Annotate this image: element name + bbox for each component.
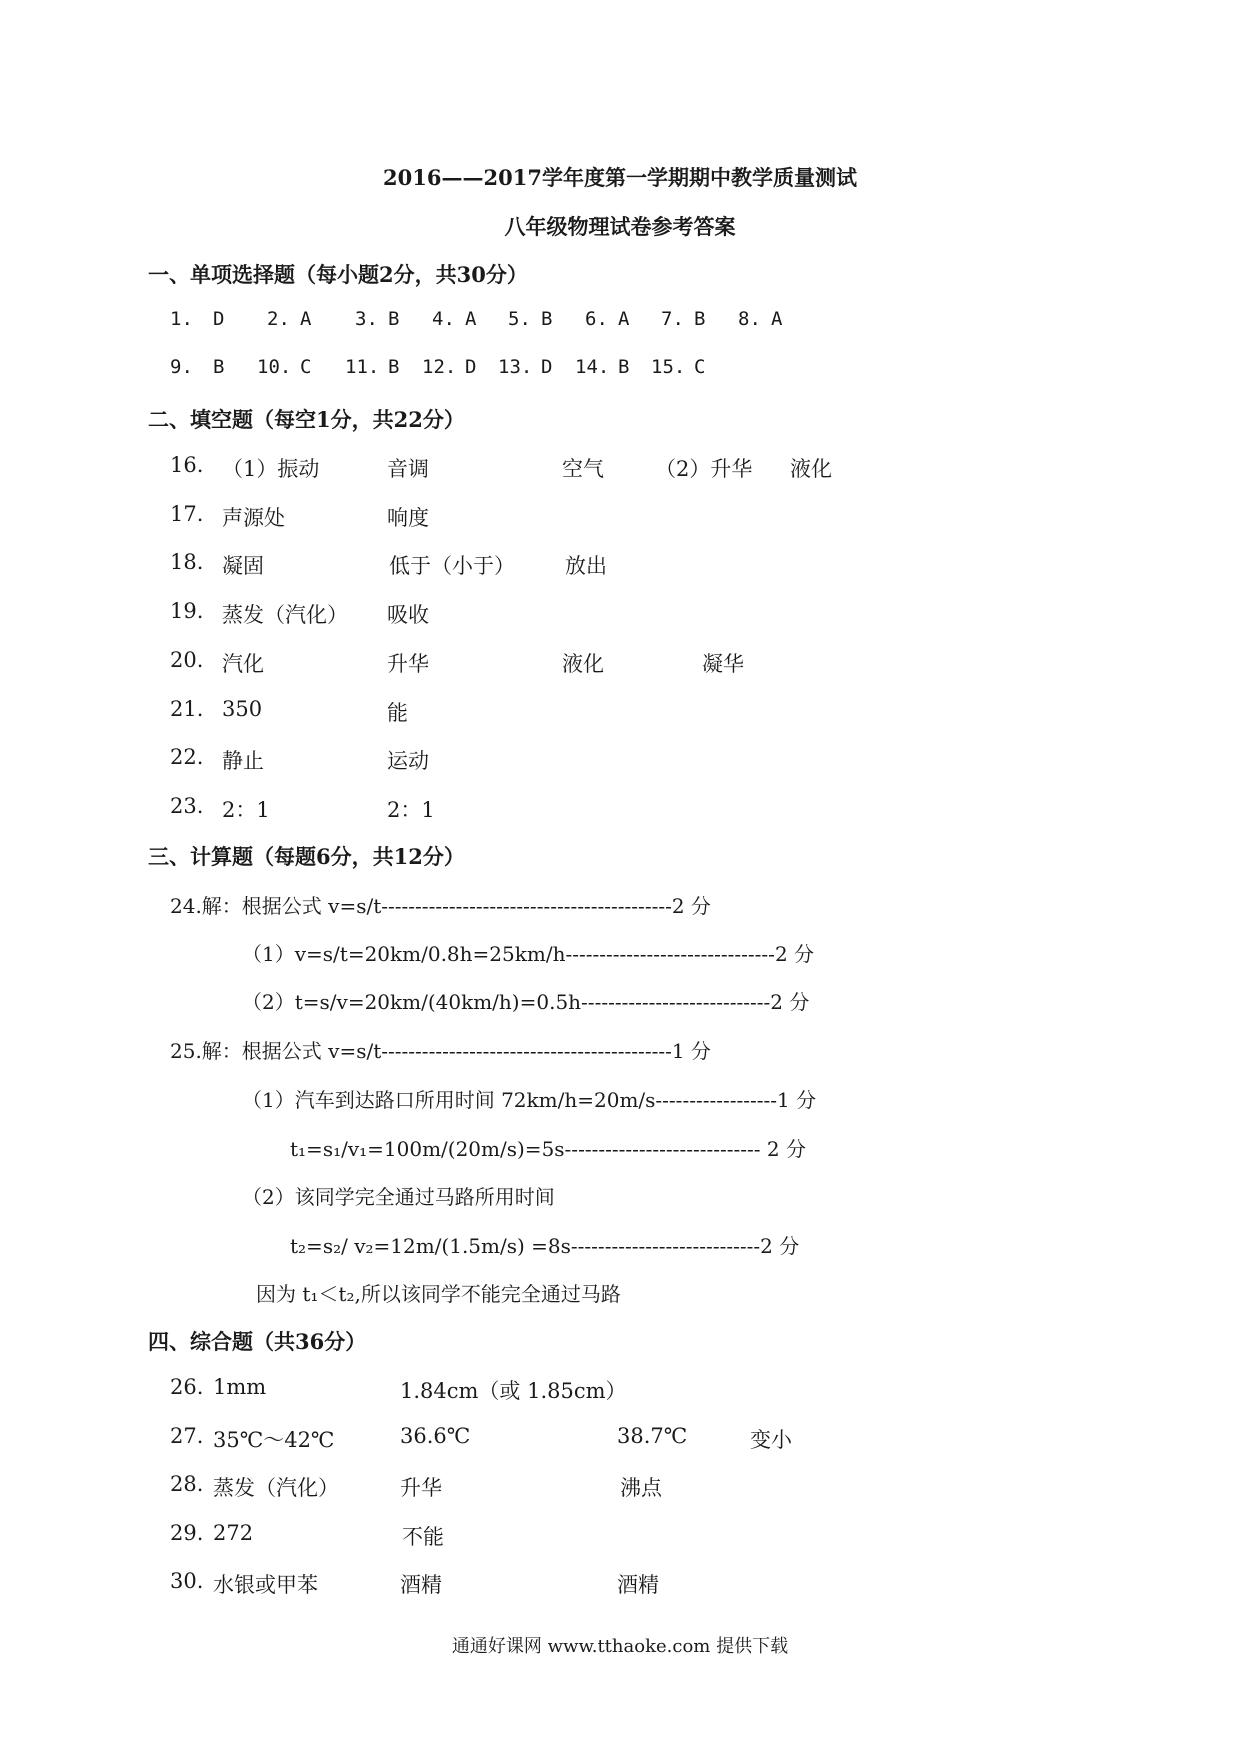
mc-row-1 [0,308,1240,338]
answer-cell: 酒精 [400,1573,442,1597]
calc-line-25-2b: t₂=s₂/ v₂=12m/(1.5m/s) =8s----------------------------2 分 [290,1234,800,1258]
section1-heading: 一、单项选择题（每小题2分，共30分） [148,262,528,287]
section3-heading: 三、计算题（每题6分，共12分） [148,844,465,869]
calc-conclusion: 因为 t₁＜t₂,所以该同学不能完全通过马路 [256,1282,621,1306]
answer-cell: 38.7℃ [617,1424,688,1448]
question-number: 29. [170,1521,204,1545]
answer-cell: 蒸发（汽化） [222,603,348,627]
answer-cell: 升华 [387,652,429,676]
question-number: 20. [170,648,204,672]
mc-answer: D [465,356,477,378]
fill-row-16 [0,453,1240,483]
answer-cell: （1）振动 [222,457,320,481]
answer-cell: 35℃～42℃ [213,1428,335,1452]
comp-row-29 [0,1521,1240,1551]
calc-line-25-2: （2）该同学完全通过马路所用时间 [242,1185,555,1209]
mc-num: 3. [355,308,378,330]
mc-num: 5. [508,308,531,330]
question-number: 18. [170,550,204,574]
answer-cell: 不能 [402,1525,444,1549]
mc-answer: B [213,356,225,378]
answer-cell: 运动 [387,749,429,773]
mc-num: 10. [257,356,292,378]
mc-answer: A [300,308,312,330]
fill-row-23 [0,794,1240,824]
question-number: 17. [170,502,204,526]
question-number: 23. [170,794,204,818]
section4-heading: 四、综合题（共36分） [148,1329,367,1354]
answer-cell: 汽化 [222,652,264,676]
answer-cell: 36.6℃ [400,1424,471,1448]
calc-line-25-1: （1）汽车到达路口所用时间 72km/h=20m/s------------------1 分 [242,1088,817,1112]
answer-cell: 空气 [562,457,604,481]
mc-answer: A [771,308,783,330]
mc-num: 6. [585,308,608,330]
question-number: 30. [170,1569,204,1593]
fill-row-21 [0,697,1240,727]
question-number: 26. [170,1375,204,1399]
answer-cell: 响度 [387,506,429,530]
answer-cell: 沸点 [620,1476,662,1500]
answer-cell: 声源处 [222,506,285,530]
answer-cell: 350 [222,697,263,721]
answer-cell: 变小 [750,1428,792,1452]
comp-row-30 [0,1569,1240,1599]
answer-cell: 凝华 [702,652,744,676]
mc-answer: B [541,308,553,330]
mc-num: 1. [170,308,193,330]
answer-cell: 2：1 [222,798,270,822]
question-number: 28. [170,1472,204,1496]
mc-answer: B [388,308,400,330]
fill-row-17 [0,502,1240,532]
section2-heading: 二、填空题（每空1分，共22分） [148,407,465,432]
mc-answer: C [300,356,312,378]
fill-row-20 [0,648,1240,678]
calc-line-24-2: （2）t=s/v=20km/(40km/h)=0.5h----------------------------2 分 [242,990,810,1014]
answer-cell: 凝固 [222,554,264,578]
mc-num: 7. [661,308,684,330]
fill-row-22 [0,745,1240,775]
document-subtitle: 八年级物理试卷参考答案 [504,214,736,239]
mc-answer: A [465,308,477,330]
question-number: 19. [170,599,204,623]
fill-row-18 [0,550,1240,580]
mc-answer: A [618,308,630,330]
answer-cell: 放出 [565,554,607,578]
mc-row-2 [0,356,1240,386]
mc-answer: D [541,356,553,378]
question-number: 16. [170,453,204,477]
answer-cell: 蒸发（汽化） [213,1476,339,1500]
answer-cell: 1.84cm（或 1.85cm） [400,1379,627,1403]
mc-num: 13. [498,356,533,378]
answer-cell: 升华 [400,1476,442,1500]
answer-cell: 静止 [222,749,264,773]
answer-cell: 272 [213,1521,254,1545]
mc-answer: B [618,356,630,378]
answer-cell: 水银或甲苯 [213,1573,318,1597]
answer-cell: 能 [387,701,408,725]
calc-line-24-1: （1）v=s/t=20km/0.8h=25km/h-------------------------------2 分 [242,942,815,966]
fill-row-19 [0,599,1240,629]
answer-cell: 低于（小于） [389,554,515,578]
mc-num: 12. [422,356,457,378]
mc-num: 2. [267,308,290,330]
answer-cell: 液化 [790,457,832,481]
calc-line-25: 25.解：根据公式 v=s/t-------------------------------------------1 分 [170,1039,711,1063]
mc-answer: C [694,356,706,378]
calc-line-24: 24.解：根据公式 v=s/t-------------------------------------------2 分 [170,894,711,918]
mc-answer: D [213,308,225,330]
question-number: 21. [170,697,204,721]
footer-credit: 通通好课网 www.tthaoke.com 提供下载 [451,1636,789,1657]
mc-num: 11. [345,356,380,378]
mc-num: 4. [432,308,455,330]
comp-row-27 [0,1424,1240,1454]
answer-cell: 液化 [562,652,604,676]
answer-cell: 酒精 [617,1573,659,1597]
answer-cell: 音调 [387,457,429,481]
answer-cell: 1mm [213,1375,267,1399]
mc-num: 8. [738,308,761,330]
answer-cell: 吸收 [387,603,429,627]
mc-answer: B [388,356,400,378]
mc-num: 14. [575,356,610,378]
question-number: 27. [170,1424,204,1448]
calc-line-25-1b: t₁=s₁/v₁=100m/(20m/s)=5s----------------------------- 2 分 [290,1137,806,1161]
answer-cell: （2）升华 [655,457,753,481]
comp-row-28 [0,1472,1240,1502]
mc-num: 15. [651,356,686,378]
answer-cell: 2：1 [387,798,435,822]
mc-num: 9. [170,356,193,378]
mc-answer: B [694,308,706,330]
document-title: 2016——2017学年度第一学期期中教学质量测试 [383,165,857,190]
comp-row-26 [0,1375,1240,1405]
question-number: 22. [170,745,204,769]
